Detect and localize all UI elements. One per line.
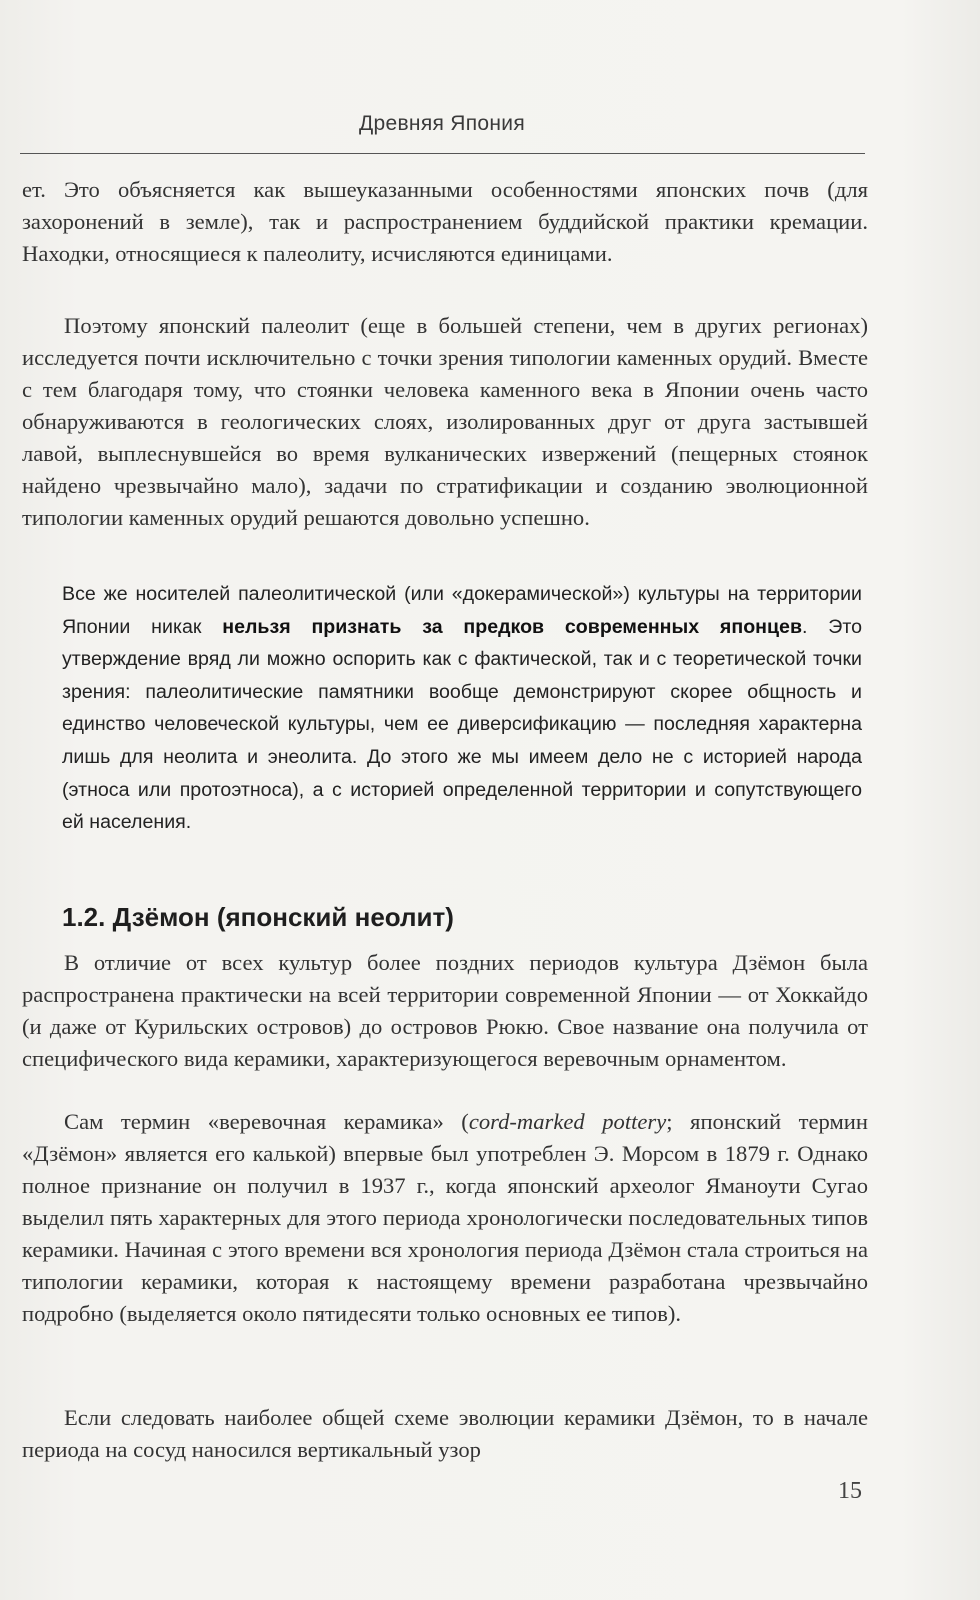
paragraph-text: Сам термин «веревочная керамика» ( — [64, 1109, 469, 1134]
running-head: Древняя Япония — [358, 112, 526, 135]
emphasis-italic: cord-marked pottery — [468, 1109, 667, 1134]
emphasis-bold: нельзя признать за предков современных японцев — [222, 615, 802, 638]
paragraph-text: ; японский термин «Дзёмон» является его калькой) впервые был употреблен Э. Морсом в 1879 г. Однако полное признание он получил в 1937 г., когда японский археолог Яманоути Сугао выделил пять характерных для этого периода хронологически последовательных типов керамики. Начиная с этого времени вся хронология периода Дзёмон стала строиться на типологии керамики, которая к настоящему времени разработана чрезвычайно подробно (выделяется около пятидесяти только основных ее типов). — [22, 1109, 868, 1326]
paragraph-text: Все же носителей палеолитической (или «докерамической») культуры на территории Японии никак — [62, 583, 862, 638]
paragraph-paleolith-typology: Поэтому японский палеолит (еще в большей степени, чем в других регионах) исследуется почти исключительно с точки зрения типологии каменных орудий. Вместе с тем благодаря тому, что стоянки человека каменного века в Японии очень часто обнаруживаются в геологических слоях, изолированных друг от друга застывшей лавой, выплеснувшейся во время вулканических извержений (пещерных стоянок найдено чрезвычайно мало), задачи по стратификации и созданию эволюционной типологии каменных орудий решаются довольно успешно. — [22, 313, 868, 530]
paragraph-jomon-intro: В отличие от всех культур более поздних периодов культура Дзёмон была распространена практически на всей территории современной Японии — от Хоккайдо (и даже от Курильских островов) до островов Рюкю. Свое название она получила от специфического вида керамики, характеризующегося веревочным орнаментом. — [22, 950, 868, 1071]
paragraph-term-history — [22, 1106, 868, 1330]
page-number: 15 — [838, 1478, 862, 1504]
header-rule — [20, 153, 865, 154]
section-heading: 1.2. Дзёмон (японский неолит) — [62, 902, 454, 932]
paragraph-text: . Это утверждение вряд ли можно оспорить как с фактической, так и с теоретической точки зрения: палеолитические памятники вообще демонстрируют скорее общность и единство человеческой культуры, чем ее диверсификацию — последняя характерна лишь для неолита и энеолита. До этого же мы имеем дело не с историей народа (этноса или протоэтноса), а с историей определенной территории и сопутствующего ей населения. — [62, 615, 862, 834]
paragraph-paleolith-conclusion — [62, 578, 862, 839]
paragraph-continued: ет. Это объясняется как вышеуказанными особенностями японских почв (для захоронений в земле), так и распространением буддийской практики кремации. Находки, относящиеся к палеолиту, исчисляются единицами. — [22, 177, 868, 266]
paragraph-ceramic-evolution: Если следовать наиболее общей схеме эволюции керамики Дзёмон, то в начале периода на сосуд наносился вертикальный узор — [22, 1405, 868, 1462]
